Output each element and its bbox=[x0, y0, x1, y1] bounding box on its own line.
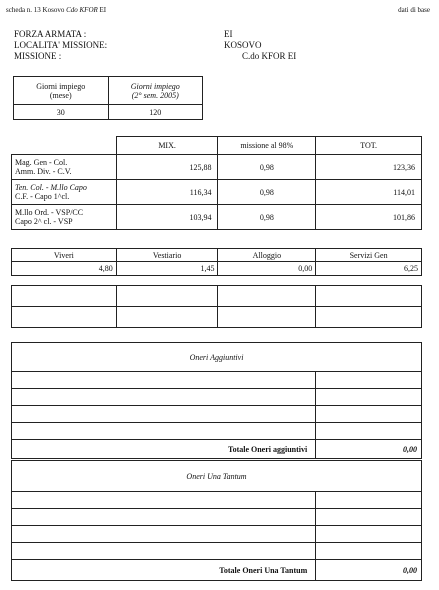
percent-value: 0,98 bbox=[218, 180, 316, 205]
mix-value: 125,88 bbox=[116, 155, 218, 180]
giorni-mese-header: Giorni impiego (mese) bbox=[14, 77, 109, 105]
oneri-aggiuntivi-title: Oneri Aggiuntivi bbox=[12, 343, 422, 372]
giorni-mese-value: 30 bbox=[14, 105, 109, 120]
giorni-semestre-value: 120 bbox=[108, 105, 203, 120]
table-row bbox=[12, 307, 422, 328]
percent-header: missione al 98% bbox=[218, 137, 316, 155]
empty-grid-table bbox=[11, 285, 422, 328]
tot-header: TOT. bbox=[316, 137, 422, 155]
oneri-aggiuntivi-total-value: 0,00 bbox=[316, 440, 422, 459]
mission-info bbox=[14, 29, 296, 62]
oneri-una-tantum-title: Oneri Una Tantum bbox=[12, 461, 422, 492]
table-row bbox=[12, 286, 422, 307]
servizi-header: Servizi Gen bbox=[316, 249, 422, 262]
viveri-table bbox=[11, 248, 422, 276]
table-row bbox=[12, 543, 422, 560]
coefficient-table bbox=[11, 136, 422, 230]
info-row-forza-armata: FORZA ARMATA : EI bbox=[14, 29, 233, 39]
alloggio-header: Alloggio bbox=[218, 249, 316, 262]
giorni-semestre-header: Giorni impiego (2° sem. 2005) bbox=[108, 77, 203, 105]
section-label: dati di base bbox=[398, 6, 430, 14]
document-reference: scheda n. 13 Kosovo Cdo KFOR EI bbox=[6, 6, 107, 14]
giorni-impiego-table bbox=[13, 76, 203, 120]
table-row bbox=[12, 406, 422, 423]
tot-value: 101,86 bbox=[316, 205, 422, 230]
alloggio-value: 0,00 bbox=[218, 262, 316, 276]
mix-value: 103,94 bbox=[116, 205, 218, 230]
oneri-una-tantum-table bbox=[11, 460, 422, 581]
table-row bbox=[12, 372, 422, 389]
percent-value: 0,98 bbox=[218, 155, 316, 180]
percent-value: 0,98 bbox=[218, 205, 316, 230]
rank-label: Mag. Gen - Col. Amm. Div. - C.V. bbox=[12, 155, 117, 180]
viveri-header: Viveri bbox=[12, 249, 117, 262]
table-row bbox=[12, 205, 422, 230]
rank-label: M.llo Ord. - VSP/CC Capo 2^ cl. - VSP bbox=[12, 205, 117, 230]
rank-label: Ten. Col. - M.llo Capo C.F. - Capo 1^cl. bbox=[12, 180, 117, 205]
oneri-aggiuntivi-table bbox=[11, 342, 422, 459]
table-row bbox=[12, 180, 422, 205]
oneri-una-tantum-total-value: 0,00 bbox=[316, 560, 422, 581]
vestiario-value: 1,45 bbox=[116, 262, 218, 276]
oneri-una-tantum-total-label: Totale Oneri Una Tantum bbox=[12, 560, 316, 581]
tot-value: 114,01 bbox=[316, 180, 422, 205]
info-row-missione: MISSIONE : C.do KFOR EI bbox=[14, 51, 297, 61]
mix-header: MIX. bbox=[116, 137, 218, 155]
viveri-value: 4,80 bbox=[12, 262, 117, 276]
table-row bbox=[12, 155, 422, 180]
info-row-localita: LOCALITA' MISSIONE: KOSOVO bbox=[14, 40, 262, 50]
tot-value: 123,36 bbox=[316, 155, 422, 180]
table-row bbox=[12, 492, 422, 509]
table-row bbox=[12, 526, 422, 543]
table-row bbox=[12, 509, 422, 526]
vestiario-header: Vestiario bbox=[116, 249, 218, 262]
mix-value: 116,34 bbox=[116, 180, 218, 205]
servizi-value: 6,25 bbox=[316, 262, 422, 276]
table-row bbox=[12, 423, 422, 440]
table-row bbox=[12, 389, 422, 406]
oneri-aggiuntivi-total-label: Totale Oneri aggiuntivi bbox=[12, 440, 316, 459]
empty-corner-cell bbox=[12, 137, 117, 155]
